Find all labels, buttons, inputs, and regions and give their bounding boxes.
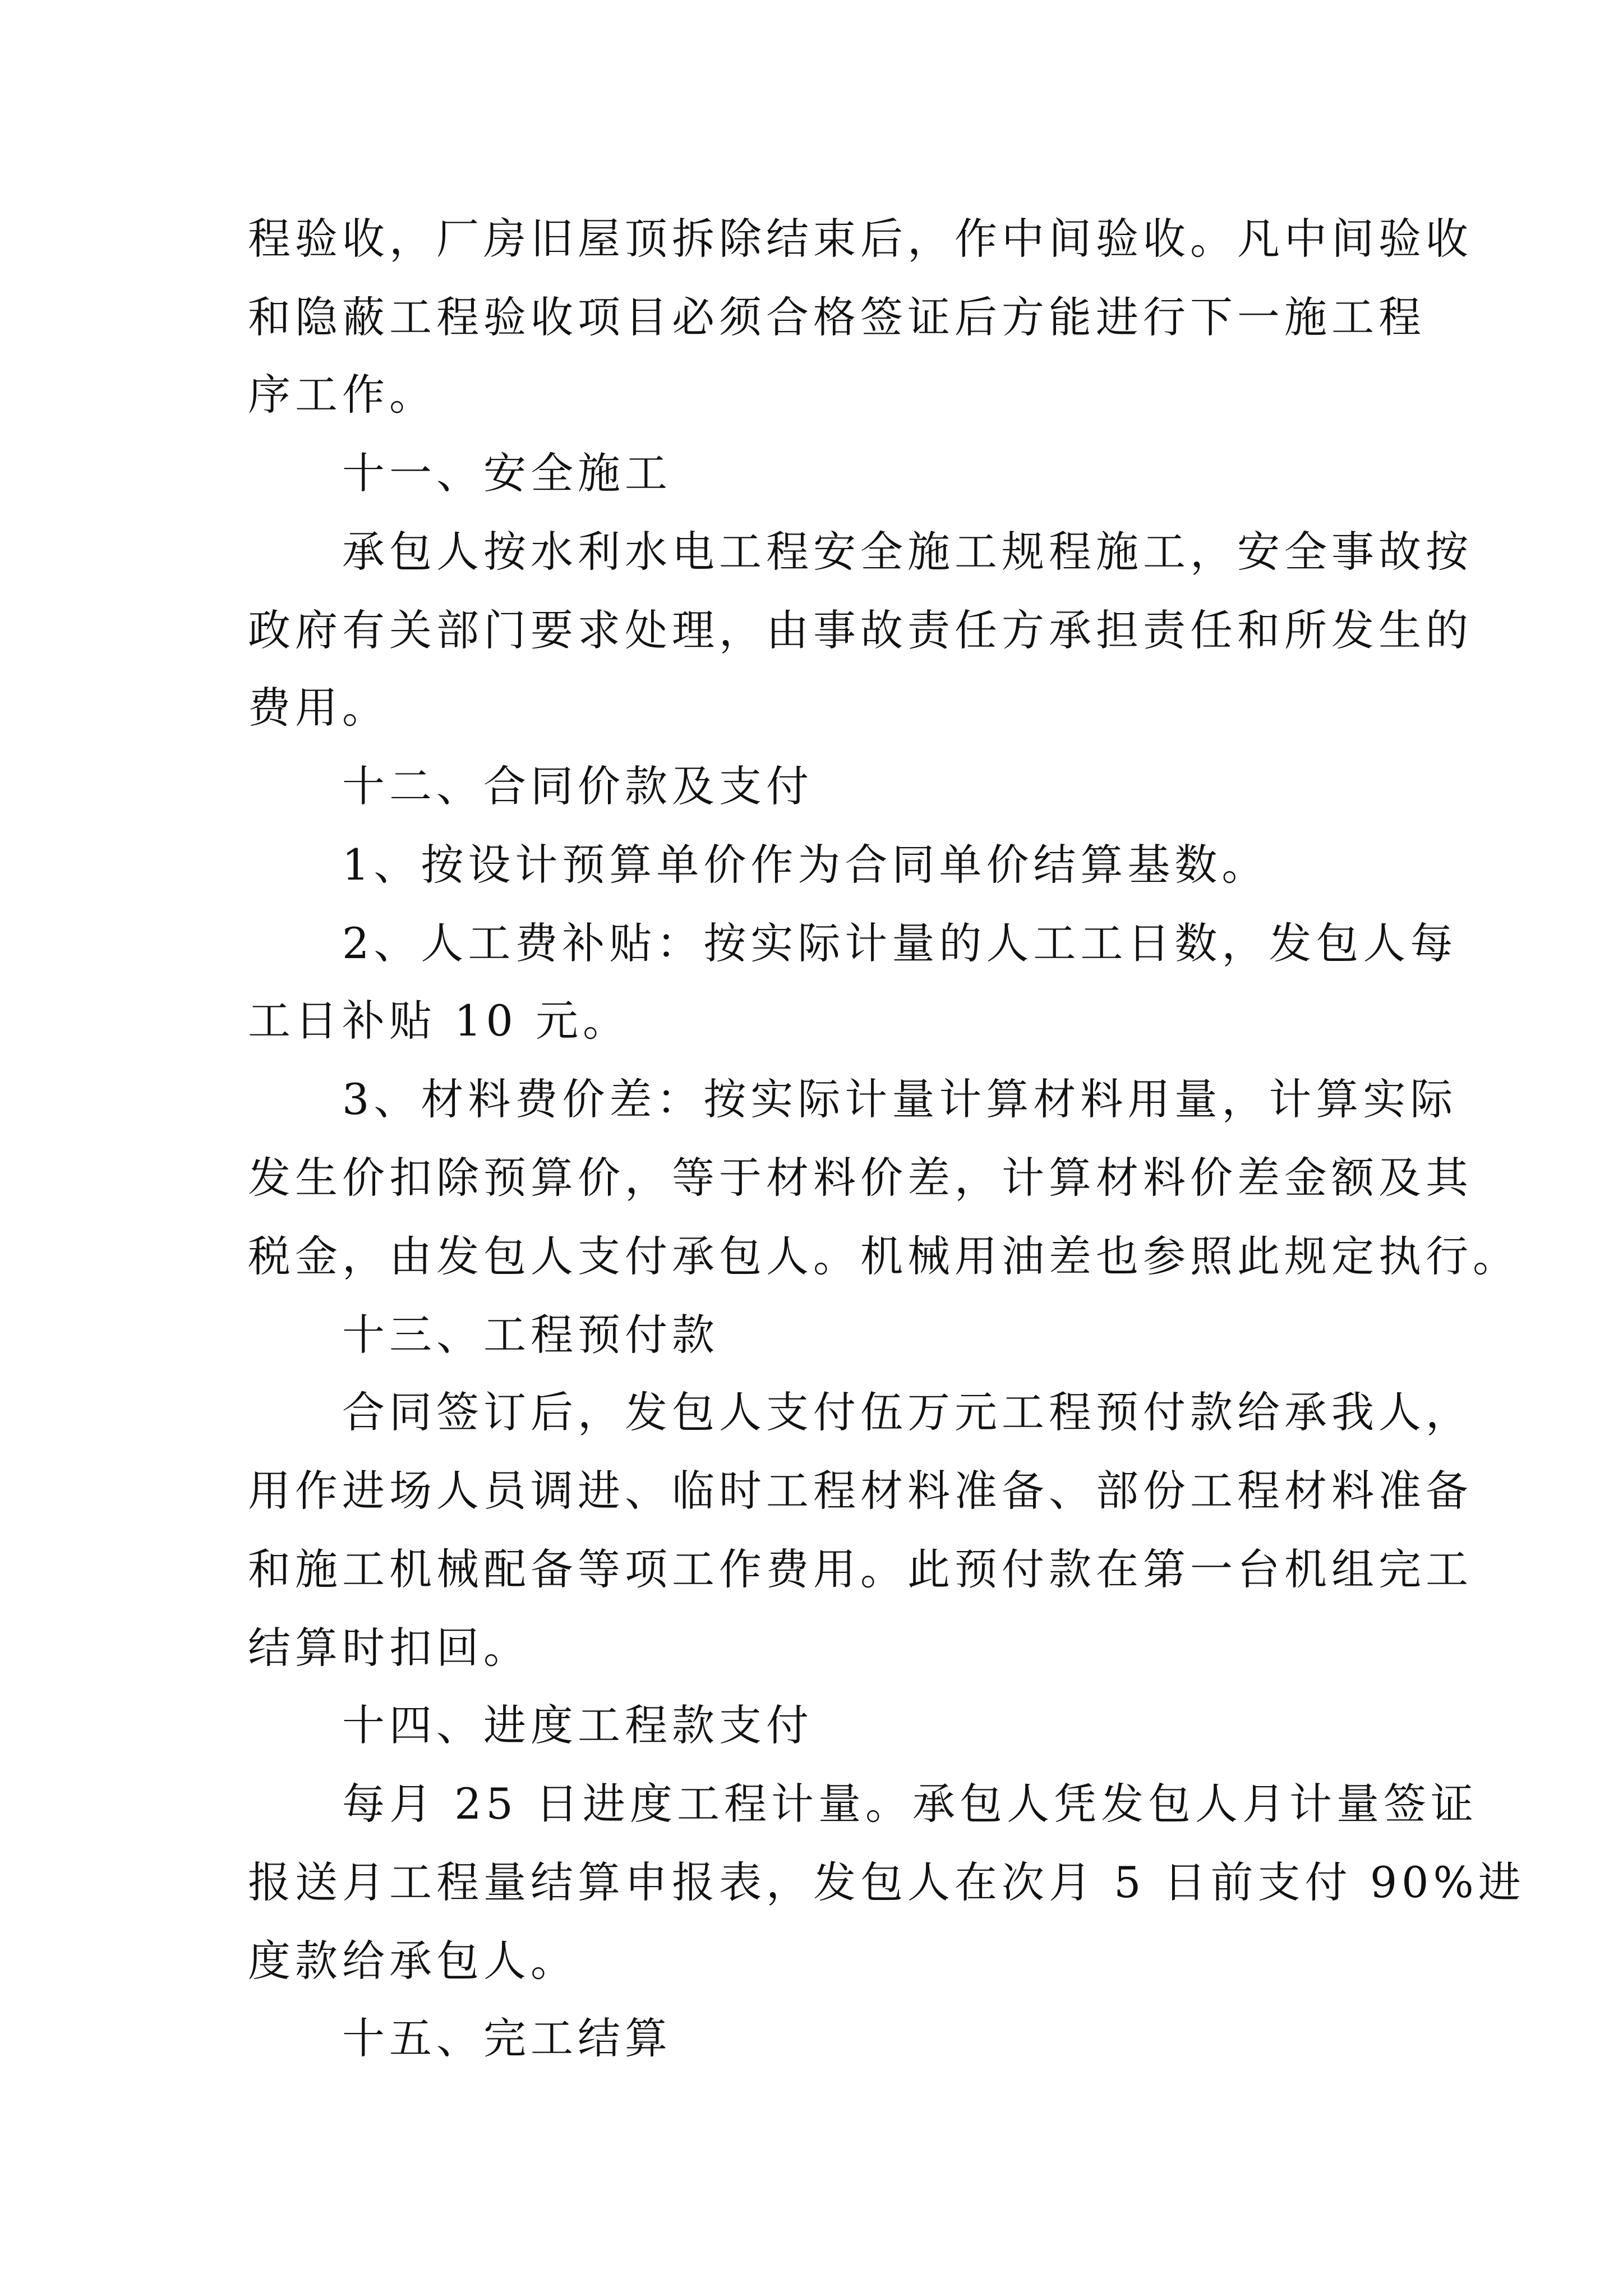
text-line: 工日补贴 10 元。	[248, 996, 630, 1046]
text-line: 用作进场人员调进、临时工程材料准备、部份工程材料准备	[248, 1466, 1473, 1516]
text-line: 政府有关部门要求处理，由事故责任方承担责任和所发生的	[248, 605, 1473, 655]
text-line: 程验收，厂房旧屋顶拆除结束后，作中间验收。凡中间验收	[248, 214, 1473, 264]
text-line: 度款给承包人。	[248, 1936, 578, 1986]
section-heading: 十三、工程预付款	[342, 1310, 719, 1360]
text-line: 承包人按水利水电工程安全施工规程施工，安全事故按	[342, 527, 1473, 577]
text-line: 1、按设计预算单价作为合同单价结算基数。	[342, 840, 1269, 890]
text-line: 序工作。	[248, 370, 436, 420]
text-line: 合同签订后，发包人支付伍万元工程预付款给承我人，	[342, 1387, 1473, 1437]
text-line: 和隐蔽工程验收项目必须合格签证后方能进行下一施工程	[248, 292, 1426, 342]
text-line: 3、材料费价差：按实际计量计算材料用量，计算实际	[342, 1074, 1458, 1124]
text-line: 税金，由发包人支付承包人。机械用油差也参照此规定执行。	[248, 1231, 1520, 1281]
section-heading: 十四、进度工程款支付	[342, 1700, 813, 1750]
section-heading: 十一、安全施工	[342, 448, 672, 498]
text-line: 2、人工费补贴：按实际计量的人工工日数，发包人每	[342, 918, 1458, 968]
text-line: 每月 25 日进度工程计量。承包人凭发包人月计量签证	[342, 1779, 1478, 1829]
text-line: 结算时扣回。	[248, 1623, 531, 1673]
text-line: 和施工机械配备等项工作费用。此预付款在第一台机组完工	[248, 1544, 1473, 1594]
section-heading: 十五、完工结算	[342, 2013, 672, 2063]
text-line: 费用。	[248, 683, 389, 733]
text-line: 发生价扣除预算价，等于材料价差，计算材料价差金额及其	[248, 1153, 1473, 1203]
text-line: 报送月工程量结算申报表，发包人在次月 5 日前支付 90%进	[248, 1857, 1525, 1907]
section-heading: 十二、合同价款及支付	[342, 761, 813, 811]
